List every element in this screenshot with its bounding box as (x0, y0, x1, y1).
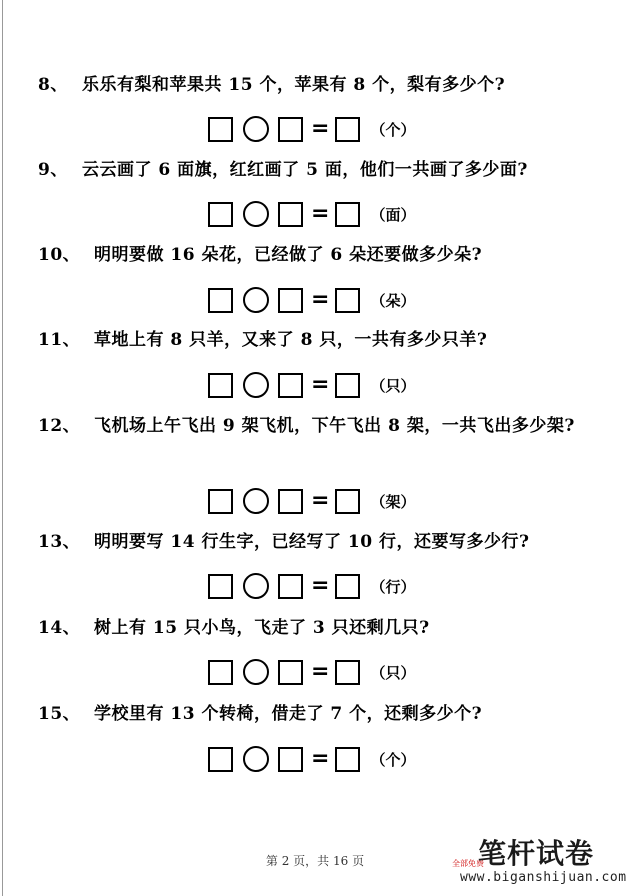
answer-box[interactable] (278, 373, 303, 398)
equation-row-10 (208, 286, 415, 314)
operator-circle[interactable] (243, 659, 269, 685)
operator-circle[interactable] (243, 287, 269, 313)
operator-circle[interactable] (243, 746, 269, 772)
answer-box[interactable] (208, 747, 233, 772)
equals-sign: = (311, 201, 330, 226)
answer-box[interactable] (278, 574, 303, 599)
problem-number: 14、 (38, 618, 81, 638)
operator-circle[interactable] (243, 201, 269, 227)
problem-text: 明明要写 14 行生字，已经写了 10 行，还要写多少行? (94, 532, 530, 552)
equals-sign: = (311, 659, 330, 684)
problem-text: 草地上有 8 只羊，又来了 8 只，一共有多少只羊? (94, 330, 488, 350)
answer-box[interactable] (208, 288, 233, 313)
problem-9 (38, 155, 598, 185)
answer-box[interactable] (208, 489, 233, 514)
equals-sign: = (311, 573, 330, 598)
equals-sign: = (311, 746, 330, 771)
equals-sign: = (311, 116, 330, 141)
page-footer: 第 2 页，共 16 页 (265, 854, 365, 868)
unit-label: （个） (370, 120, 416, 139)
equals-sign: = (311, 372, 330, 397)
problem-number: 15、 (38, 704, 81, 724)
equation-row-11 (208, 371, 415, 399)
problem-text: 明明要做 16 朵花，已经做了 6 朵还要做多少朵? (94, 245, 483, 265)
equation-row-12 (208, 487, 415, 515)
problem-text: 乐乐有梨和苹果共 15 个，苹果有 8 个，梨有多少个? (82, 75, 506, 95)
unit-label: （个） (370, 750, 416, 769)
result-box[interactable] (335, 288, 360, 313)
operator-circle[interactable] (243, 488, 269, 514)
equals-sign: = (311, 488, 330, 513)
answer-box[interactable] (278, 202, 303, 227)
watermark-logo (452, 832, 627, 888)
unit-label: （架） (370, 492, 416, 511)
answer-box[interactable] (208, 373, 233, 398)
problem-text: 学校里有 13 个转椅，借走了 7 个，还剩多少个? (94, 704, 483, 724)
answer-box[interactable] (208, 574, 233, 599)
operator-circle[interactable] (243, 372, 269, 398)
problem-number: 8、 (38, 75, 68, 95)
operator-circle[interactable] (243, 116, 269, 142)
result-box[interactable] (335, 747, 360, 772)
unit-label: （行） (370, 577, 416, 596)
answer-box[interactable] (278, 117, 303, 142)
answer-box[interactable] (208, 660, 233, 685)
equation-row-13 (208, 572, 415, 600)
watermark-small-text: 全部免费 (452, 859, 484, 868)
result-box[interactable] (335, 574, 360, 599)
answer-box[interactable] (278, 660, 303, 685)
problem-12 (38, 411, 586, 441)
result-box[interactable] (335, 489, 360, 514)
unit-label: （只） (370, 663, 416, 682)
problem-number: 9、 (38, 160, 68, 180)
operator-circle[interactable] (243, 573, 269, 599)
equation-row-8 (208, 115, 415, 143)
equation-row-15 (208, 745, 415, 773)
page-edge (2, 0, 3, 896)
problem-13 (38, 527, 598, 557)
answer-box[interactable] (278, 288, 303, 313)
result-box[interactable] (335, 117, 360, 142)
equation-row-9 (208, 200, 415, 228)
answer-box[interactable] (208, 117, 233, 142)
problem-text: 飞机场上午飞出 9 架飞机，下午飞出 8 架，一共飞出多少架? (94, 416, 575, 436)
answer-box[interactable] (278, 747, 303, 772)
problem-14 (38, 613, 598, 643)
equals-sign: = (311, 287, 330, 312)
problem-10 (38, 240, 598, 270)
unit-label: （面） (370, 205, 416, 224)
unit-label: （朵） (370, 291, 416, 310)
answer-box[interactable] (278, 489, 303, 514)
watermark-title: 笔杆试卷 (478, 837, 595, 870)
problem-11 (38, 325, 598, 355)
problem-15 (38, 699, 598, 729)
problem-text: 云云画了 6 面旗，红红画了 5 面，他们一共画了多少面? (82, 160, 528, 180)
equation-row-14 (208, 658, 415, 686)
problem-8 (38, 70, 598, 100)
problem-text: 树上有 15 只小鸟，飞走了 3 只还剩几只? (94, 618, 430, 638)
problem-number: 12、 (38, 416, 81, 436)
problem-number: 13、 (38, 532, 81, 552)
problem-number: 10、 (38, 245, 81, 265)
answer-box[interactable] (208, 202, 233, 227)
watermark-url: www.biganshijuan.com (460, 870, 627, 885)
problem-number: 11、 (38, 330, 81, 350)
unit-label: （只） (370, 376, 416, 395)
result-box[interactable] (335, 373, 360, 398)
result-box[interactable] (335, 202, 360, 227)
result-box[interactable] (335, 660, 360, 685)
